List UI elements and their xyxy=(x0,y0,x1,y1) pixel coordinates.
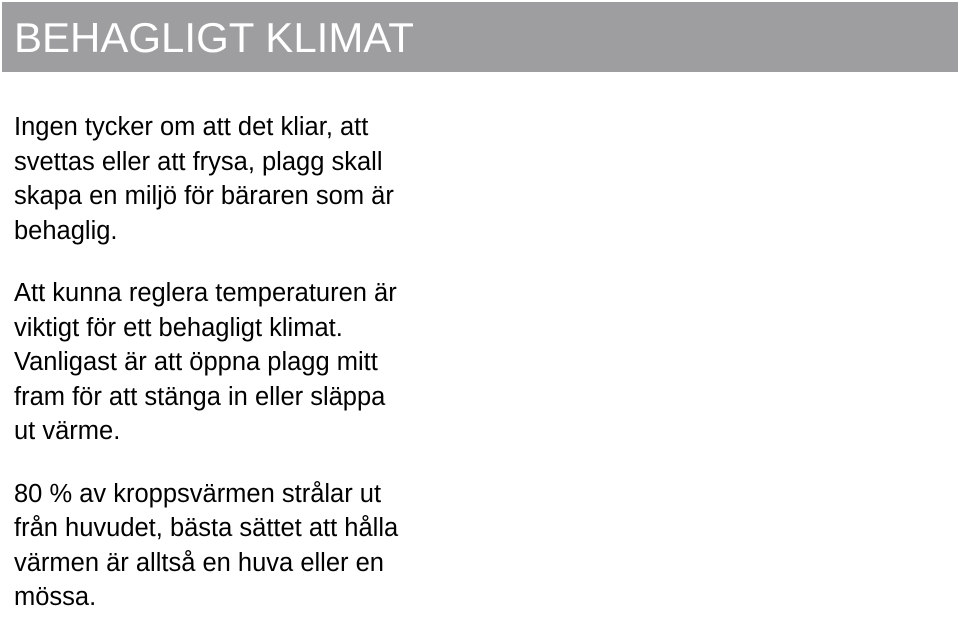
text-line: svettas eller att frysa, plagg skall xyxy=(14,147,383,176)
text-line: 80 % av kroppsvärmen strålar ut xyxy=(14,479,382,508)
paragraph-temperature xyxy=(14,276,484,449)
paragraph-head-warmth xyxy=(14,477,484,615)
text-line: viktigt för ett behagligt klimat. xyxy=(14,313,343,342)
body-content xyxy=(14,110,484,615)
text-line: Ingen tycker om att det kliar, att xyxy=(14,113,369,141)
text-line: Vanligast är att öppna plagg mitt xyxy=(14,348,378,376)
text-line: från huvudet, bästa sättet att hålla xyxy=(14,514,399,542)
paragraph-comfort xyxy=(14,110,484,248)
text-line: värmen är alltså en huva eller en xyxy=(14,548,384,577)
page-title: BEHAGLIGT KLIMAT xyxy=(14,14,414,61)
text-line: skapa en miljö för bäraren som är xyxy=(14,182,394,210)
title-bar xyxy=(2,2,958,72)
text-line: fram för att stänga in eller släppa xyxy=(14,382,386,411)
text-line: ut värme. xyxy=(14,417,121,445)
text-line: behaglig. xyxy=(14,216,118,245)
text-line: Att kunna reglera temperaturen är xyxy=(14,279,397,307)
text-line: mössa. xyxy=(14,583,97,611)
